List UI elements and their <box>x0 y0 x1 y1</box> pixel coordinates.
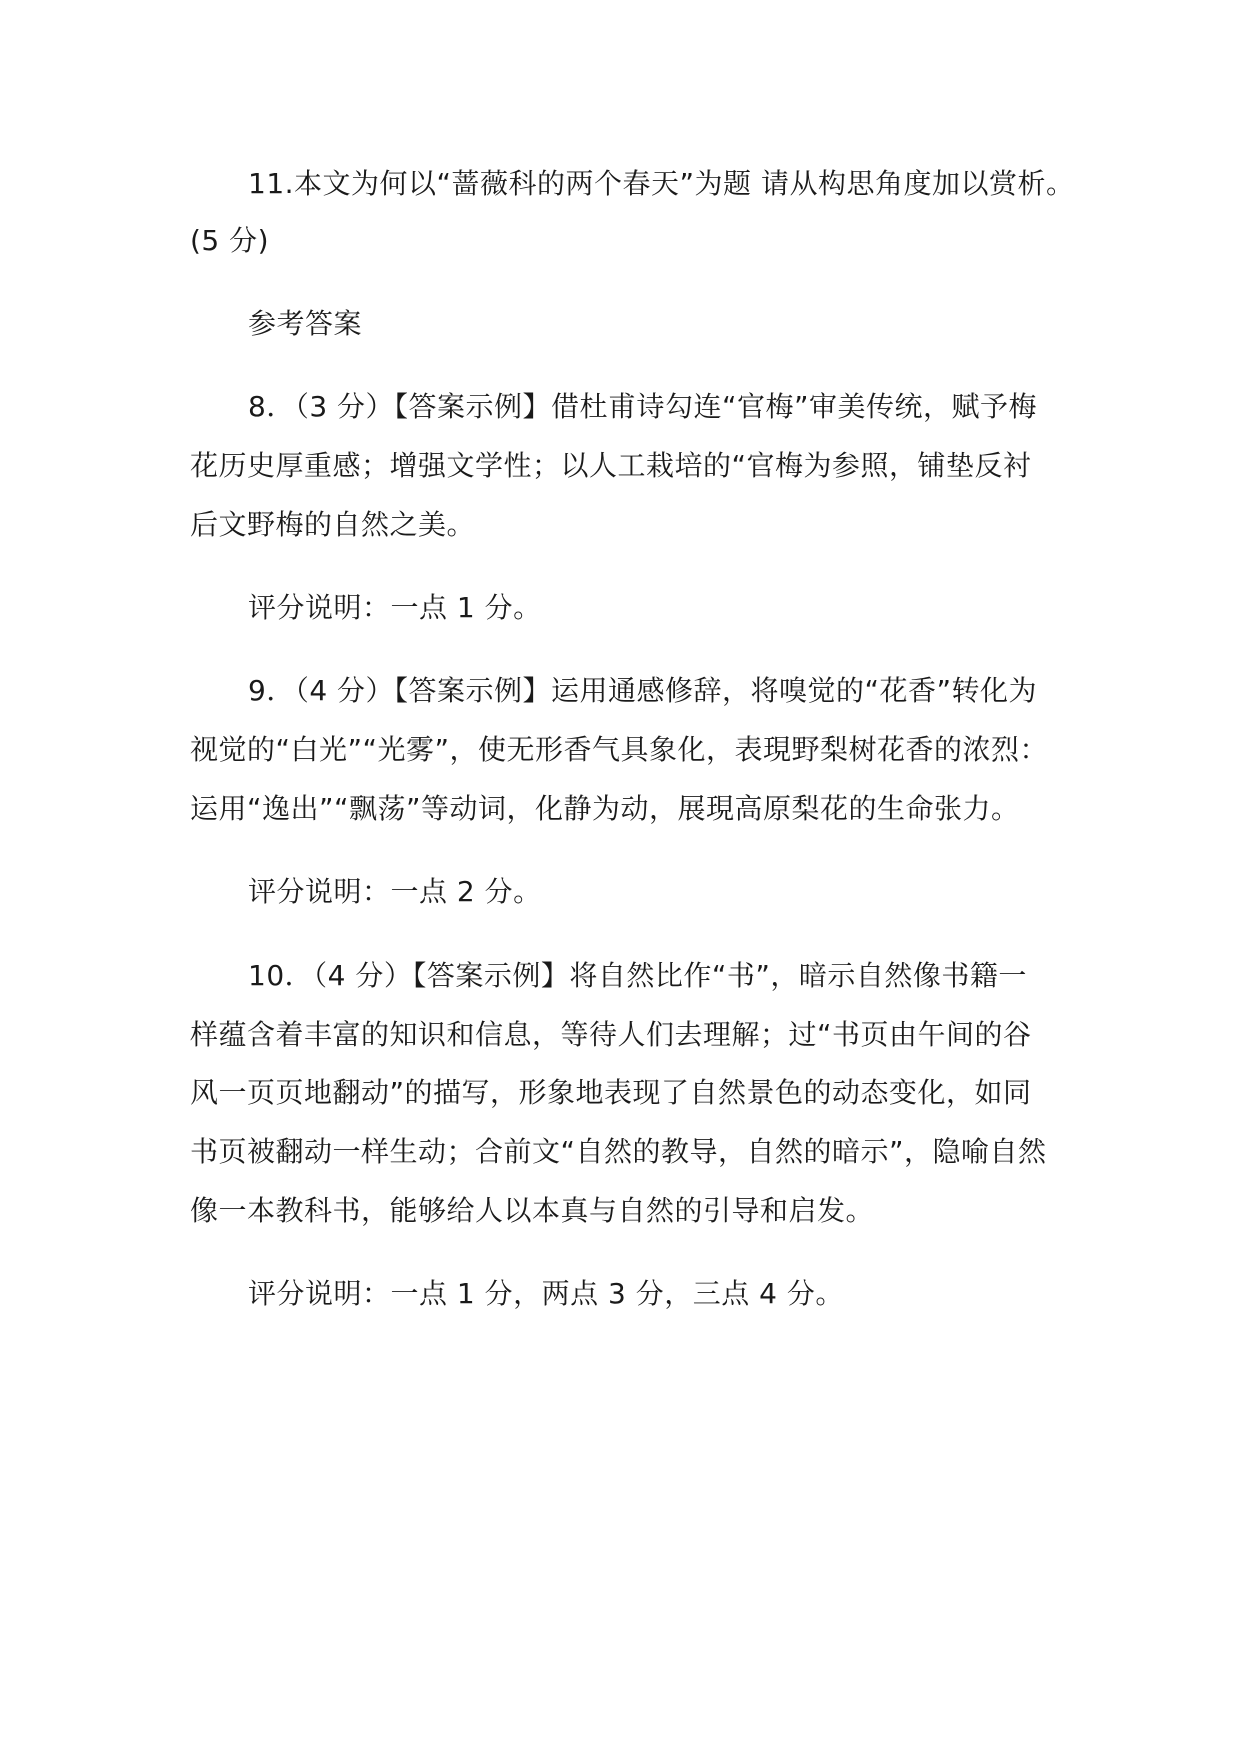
answer-8-line: 花历史厚重感；增强文学性；以人工栽培的“官梅为参照，铺垫反衬 <box>190 449 1032 482</box>
answer-9-line: 9．（4 分）【答案示例】运用通感修辞，将嗅觉的“花香”转化为 <box>248 674 1038 707</box>
answer-10-line: 像一本教科书，能够给人以本真与自然的引导和启发。 <box>190 1194 875 1227</box>
answer-10-line: 10．（4 分）【答案示例】将自然比作“书”，暗示自然像书籍一 <box>248 959 1027 992</box>
answers-heading: 参考答案 <box>248 307 363 340</box>
question-text: 11.本文为何以“蔷薇科的两个春天”为题 请从构思角度加以赏析。 <box>248 167 1075 200</box>
answer-10-line: 样蕴含着丰富的知识和信息，等待人们去理解；过“书页由午间的谷 <box>190 1018 1032 1051</box>
question-score: (5 分) <box>190 224 270 257</box>
answer-10-line: 风一页页地翻动”的描写，形象地表现了自然景色的动态变化，如同 <box>190 1076 1032 1109</box>
answer-10-scoring: 评分说明：一点 1 分，两点 3 分，三点 4 分。 <box>248 1277 844 1310</box>
answer-8-scoring: 评分说明：一点 1 分。 <box>248 591 542 624</box>
answer-9-scoring: 评分说明：一点 2 分。 <box>248 875 542 908</box>
answer-9-line: 视觉的“白光”“光雾”，使无形香气具象化，表現野梨树花香的浓烈： <box>190 733 1049 766</box>
answer-10-line: 书页被翻动一样生动；合前文“自然的教导，自然的暗示”，隐喻自然 <box>190 1135 1047 1168</box>
answer-9-line: 运用“逸出”“飘荡”等动词，化静为动，展現高原梨花的生命张力。 <box>190 792 1020 825</box>
answer-8-line: 8．（3 分）【答案示例】借杜甫诗勾连“官梅”审美传统，赋予梅 <box>248 390 1038 423</box>
answer-8-line: 后文野梅的自然之美。 <box>190 508 476 541</box>
